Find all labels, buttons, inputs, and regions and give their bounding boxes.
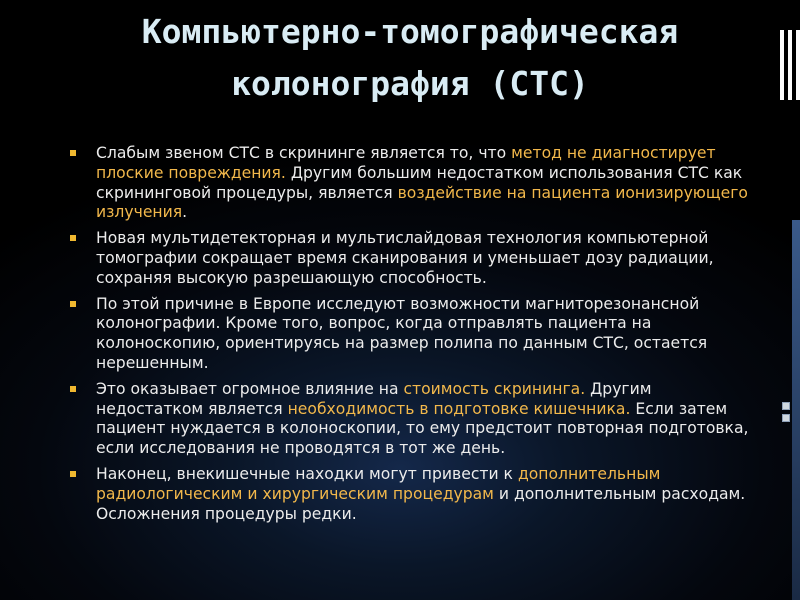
bullet-item — [70, 380, 760, 459]
highlighted-text: метод не диагностирует плоские повреждения. — [96, 144, 716, 182]
deco-bar — [792, 220, 800, 600]
highlighted-text: воздействие на пациента ионизирующего излучения — [96, 183, 748, 222]
bullet-marker-icon — [70, 235, 76, 241]
edge-decoration — [770, 0, 800, 600]
bullet-text: Это оказывает огромное влияние на — [96, 379, 404, 398]
bullet-text: и дополнительным расходам. Осложнения процедуры редки. — [96, 484, 746, 523]
bullet-marker-icon — [70, 471, 76, 477]
slide-title — [60, 6, 760, 110]
highlighted-text: дополнительным радиологическим и хирургическим процедурам — [96, 464, 661, 503]
slide-title-line-2: колонография (CTC) — [231, 64, 589, 103]
bullet-list — [70, 144, 760, 530]
deco-square — [782, 414, 790, 422]
slide-title-line-1: Компьютерно-томографическая — [141, 12, 679, 51]
bullet-marker-icon — [70, 386, 76, 392]
deco-stripe — [796, 30, 800, 100]
highlighted-text: необходимость в подготовке кишечника. — [287, 399, 631, 418]
bullet-text: Если затем пациент нуждается в колоноскопии, то ему предстоит повторная подготовка, если исследования не проводятся в тот же день. — [96, 399, 749, 458]
deco-stripe — [788, 30, 792, 100]
bullet-text: По этой причине в Европе исследуют возможности магниторезонансной колонографии. Кроме того, вопрос, когда отправлять пациента на колоноскопию, ориентируясь на размер полипа по данным СТС, остается нерешенным. — [96, 294, 708, 372]
deco-stripe — [780, 30, 784, 100]
bullet-text: . — [182, 203, 188, 222]
deco-square — [782, 402, 790, 410]
bullet-text: Другим большим недостатком использования СТС как скрининговой процедуры, является — [96, 163, 743, 202]
bullet-text: Слабым звеном СТС в скрининге является то, что — [96, 144, 512, 162]
highlighted-text: стоимость скрининга. — [403, 379, 586, 398]
bullet-item — [70, 229, 760, 288]
bullet-text: Другим недостатком является — [96, 379, 652, 418]
bullet-item — [70, 295, 760, 374]
bullet-marker-icon — [70, 301, 76, 307]
bullet-item — [70, 465, 760, 524]
bullet-text: Новая мультидетекторная и мультислайдовая технология компьютерной томографии сокращает время сканирования и уменьшает дозу радиации, сохраняя высокую разрешающую способность. — [96, 229, 714, 287]
bullet-marker-icon — [70, 150, 76, 156]
bullet-text: Наконец, внекишечные находки могут привести к — [96, 464, 518, 483]
bullet-item — [70, 144, 760, 223]
